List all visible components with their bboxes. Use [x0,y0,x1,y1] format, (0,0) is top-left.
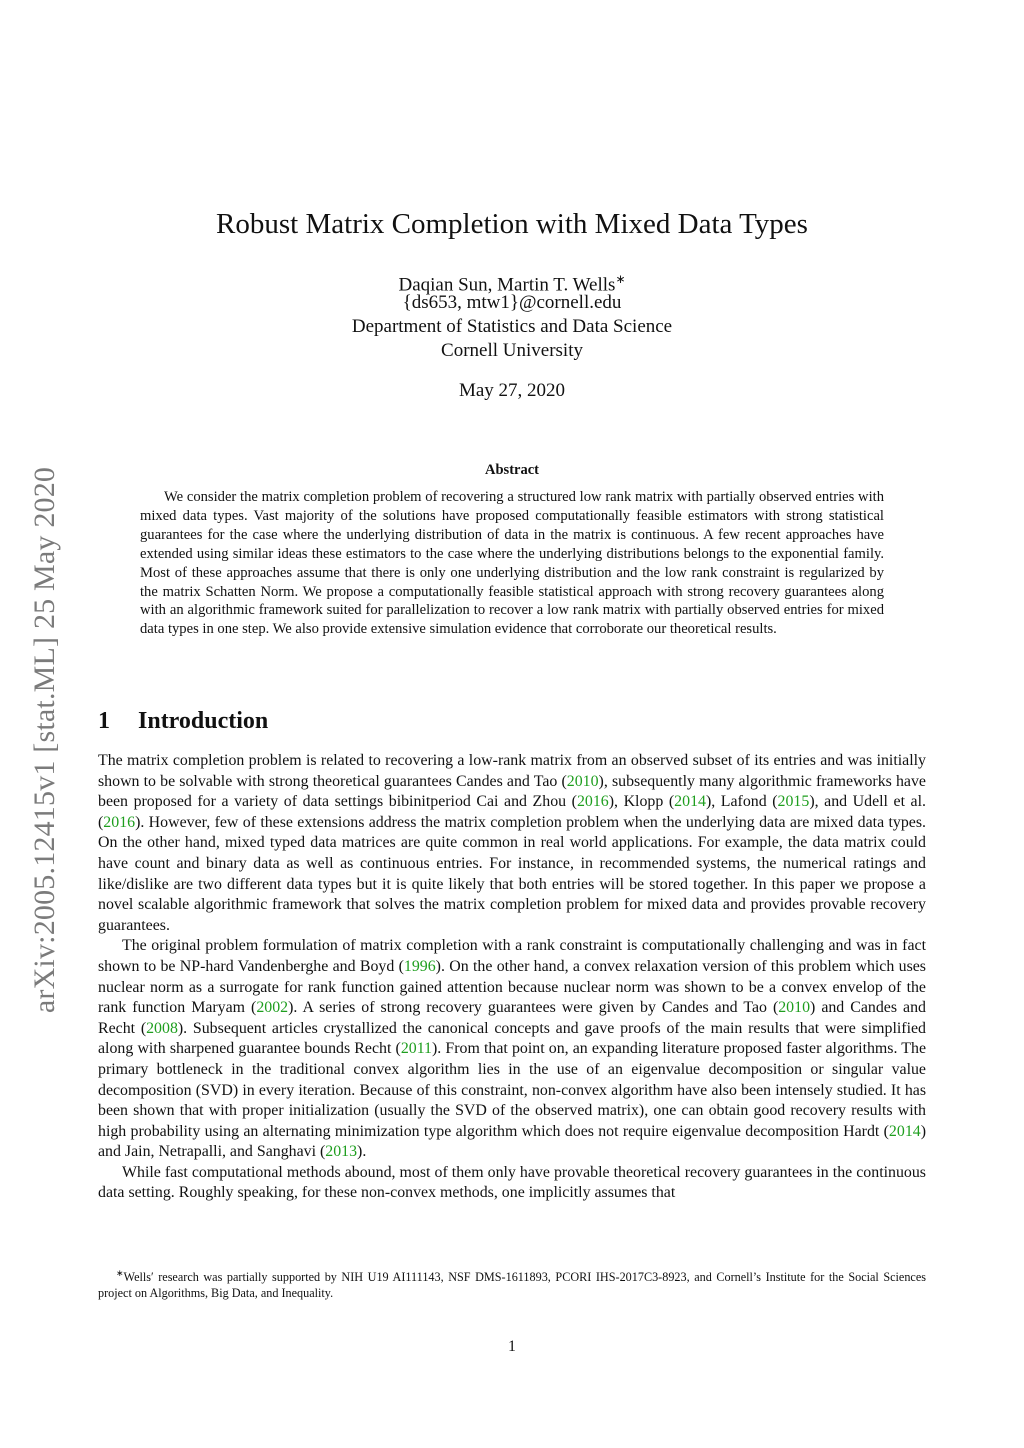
citation-link[interactable]: 2010 [566,772,599,790]
citation-link[interactable]: 2010 [778,999,811,1017]
abstract-body: We consider the matrix completion problem of recovering a structured low rank matrix with partially observed entries with mixed data types. Vast majority of the solutions have proposed computationally feasible estimators with strong statistical guarantees for the case where the underlying distribution of data in the matrix is continuous. A few recent approaches have extended using similar ideas these estimators to the case where the underlying distributions belongs to the exponential family. Most of these approaches assume that there is only one underlying distribution and the low rank constraint is regularized by the matrix Schatten Norm. We propose a computationally feasible statistical approach with strong recovery guarantees along with an algorithmic framework suited for parallelization to recover a low rank matrix with partially observed entries for mixed data types in one step. We also provide extensive simulation evidence that corroborate our theoretical results. [140,489,884,638]
paragraph-text: ). However, few of these extensions address the matrix completion problem when the underlying data are mixed data types. On the other hand, mixed typed data matrices are quite common in real world applications. For example, the data matrix could have count and binary data as well as continuous entries. For instance, in recommended systems, the numerical ratings and like/dislike are two different data types but it is quite likely that both entries will be stored together. In this paper we propose a novel scalable algorithmic framework that solves the matrix completion problem for mixed data and provides provable recovery guarantees. [98,813,926,934]
author-department: Department of Statistics and Data Science [351,316,673,337]
citation-link[interactable]: 2011 [400,1040,433,1058]
section-number: 1 [98,708,110,734]
paragraph-text: ) and Candes and Recht ( [98,999,926,1037]
paragraph-text: ). A series of strong recovery guarantees were given by Candes and Tao ( [288,999,779,1017]
abstract-heading: Abstract [485,462,539,478]
paragraph-text: ) and Jain, Netrapalli, and Sanghavi ( [98,1122,926,1161]
paragraph-text: ), Lafond ( [705,793,778,811]
paragraph-text: ), and Udell et al. ( [98,793,927,831]
paragraph-text: ), subsequently many algorithmic frameworks have been proposed for a variety of data settings bibinitperiod Cai and Zhou ( [98,772,926,811]
section-heading [98,706,268,736]
paragraph-text: ). On the other hand, a convex relaxation version of this problem which uses nuclear norm as a surrogate for rank function gained attention because nuclear norm was shown to be a convex envelop of the rank function Maryam ( [98,957,926,1017]
citation-link[interactable]: 2002 [256,999,289,1017]
paragraph-text: ). [357,1143,367,1161]
citation-link[interactable]: 2014 [674,793,706,811]
paragraph-text: ). Subsequent articles crystallized the canonical concepts and gave proofs of the main results that were simplified along with sharpened guarantee bounds Recht ( [98,1019,926,1058]
paragraph-text: ), Klopp ( [608,793,675,811]
paragraph-text: The original problem formulation of matrix completion with a rank constraint is computationally challenging and was in fact shown to be NP-hard Vandenberghe and Boyd ( [98,937,926,975]
citation-link[interactable]: 2008 [146,1019,178,1037]
citation-link[interactable]: 1996 [403,957,436,975]
paragraph-text: ). From that point on, an expanding literature proposed faster algorithms. The primary bottleneck in the traditional convex algorithm lies in the use of an eigenvalue decomposition or singular value decomposition (SVD) in every iteration. Because of this constraint, non-convex algorithm have also been intensely studied. It has been shown that with proper initialization (usually the SVD of the observed matrix), one can obtain good recovery results with high probability using an alternating minimization type algorithm which does not require eigenvalue decomposition Hardt ( [98,1040,926,1140]
citation-link[interactable]: 2013 [325,1143,358,1161]
author-emails: {ds653, mtw1}@cornell.edu [402,292,622,313]
arxiv-identifier: arXiv:2005.12415v1 [stat.ML] 25 May 2020 [28,466,61,1014]
footnote-mark: ∗ [116,1268,124,1278]
paragraph [98,751,926,936]
author-names: Daqian Sun, Martin T. Wells [398,274,616,296]
citation-link[interactable]: 2014 [888,1122,921,1140]
paper-title: Robust Matrix Completion with Mixed Data Types [216,208,808,240]
introduction-body [98,751,926,1204]
section-title: Introduction [138,708,269,734]
footnote-text: Wells′ research was partially supported by NIH U19 AI111143, NSF DMS-1611893, PCORI IHS-2017C3-8923, and Cornell’s Institute for the Social Sciences project on Algorithms, Big Data, and Inequality. [98,1270,926,1301]
paragraph [98,1163,926,1204]
author-footnote-mark: ∗ [615,272,626,286]
citation-link[interactable]: 2015 [777,793,810,811]
paragraph [98,936,926,1163]
citation-link[interactable]: 2016 [576,793,609,811]
author-university: Cornell University [441,340,583,361]
paragraph-text: The matrix completion problem is related to recovering a low-rank matrix from an observed subset of its entries and was initially shown to be solvable with strong theoretical guarantees Candes and Tao ( [98,752,926,790]
page-number: 1 [508,1338,516,1355]
paragraph-text: While fast computational methods abound, most of them only have provable theoretical recovery guarantees in the continuous data setting. Roughly speaking, for these non-convex methods, one implicitly assumes that [98,1163,926,1202]
footnote [98,1265,926,1301]
citation-link[interactable]: 2016 [103,813,136,831]
paper-date: May 27, 2020 [458,380,566,401]
